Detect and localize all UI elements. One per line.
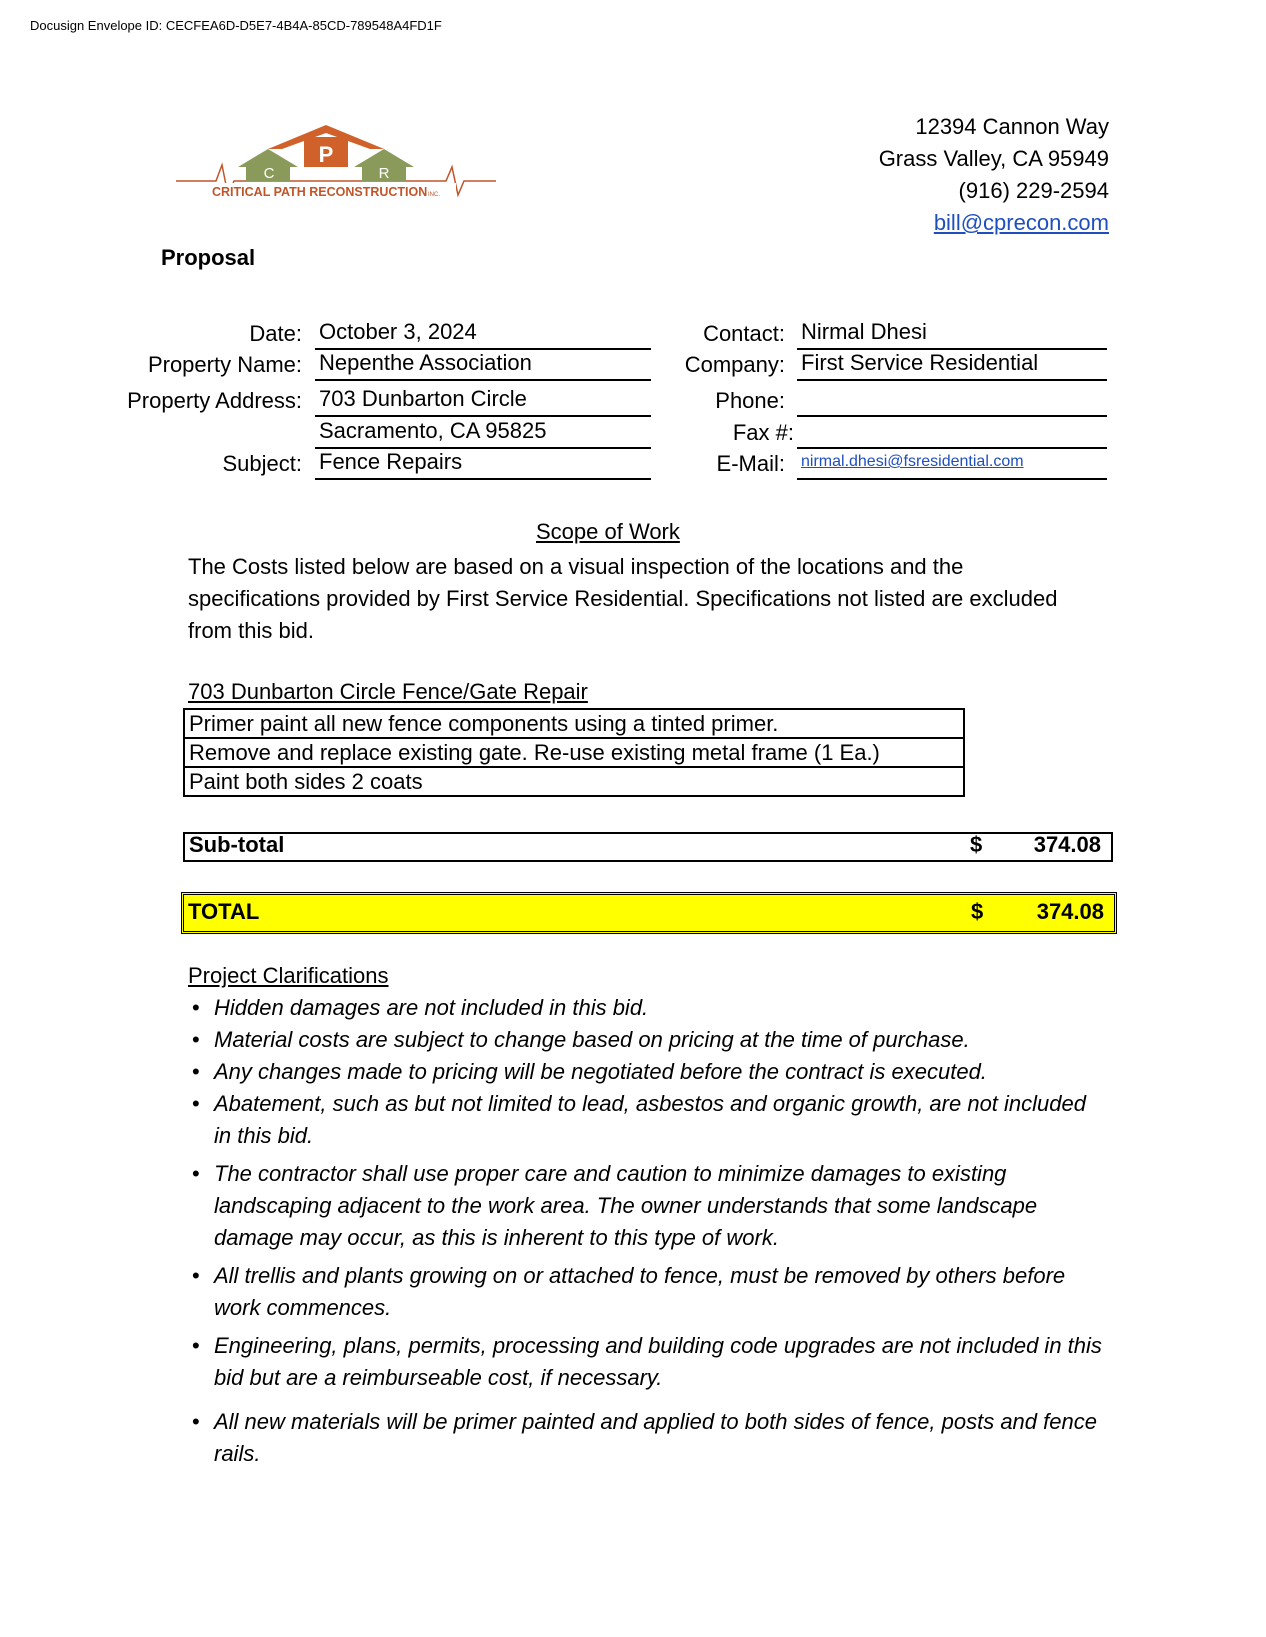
list-item (188, 992, 1108, 1024)
list-item (188, 1158, 1108, 1254)
list-item (188, 1056, 1108, 1088)
list-item (188, 1406, 1108, 1470)
company-address (879, 111, 1109, 239)
subtotal-label: Sub-total (189, 832, 285, 857)
logo-initial-p: P (318, 142, 334, 167)
phone-value (797, 385, 1107, 417)
logo-initial-c: C (263, 165, 275, 182)
property-name-label: Property Name: (147, 352, 302, 377)
date-value: October 3, 2024 (315, 318, 651, 350)
scope-title: Scope of Work (536, 519, 680, 544)
clarification-text: Engineering, plans, permits, processing and building code upgrades are not included in this bid but are a reimburseable cost, if necessary. (214, 1333, 1102, 1390)
subject-value: Fence Repairs (315, 448, 651, 480)
clarification-text: All new materials will be primer painted and applied to both sides of fence, posts and fence rails. (214, 1409, 1097, 1466)
subject-label: Subject: (222, 451, 302, 476)
clarification-text: Any changes made to pricing will be negotiated before the contract is executed. (214, 1059, 987, 1084)
list-item (188, 1024, 1108, 1056)
work-item: Remove and replace existing gate. Re-use existing metal frame (1 Ea.) (184, 738, 964, 767)
bullet-icon: • (192, 1333, 200, 1358)
list-item (188, 1088, 1108, 1152)
company-street: 12394 Cannon Way (915, 114, 1109, 139)
envelope-id: Docusign Envelope ID: CECFEA6D-D5E7-4B4A-85CD-789548A4FD1F (30, 18, 442, 33)
email-label: E-Mail: (716, 451, 785, 476)
bullet-icon: • (192, 1027, 200, 1052)
clarifications-list (188, 992, 1108, 1470)
table-row (184, 767, 964, 796)
company-logo (176, 125, 496, 209)
doc-title: Proposal (161, 245, 256, 270)
scope-text: The Costs listed below are based on a visual inspection of the locations and the specifications provided by First Service Residential. Specifications not listed are excluded from this bid. (188, 554, 1058, 643)
company-city: Grass Valley, CA 95949 (878, 146, 1109, 171)
date-label: Date: (249, 321, 302, 346)
total-label: TOTAL (188, 899, 260, 924)
bullet-icon: • (192, 1091, 200, 1116)
list-item (188, 1260, 1108, 1324)
clarifications-title: Project Clarifications (188, 963, 389, 988)
bullet-icon: • (192, 1263, 200, 1288)
logo-suffix: INC. (428, 192, 440, 198)
company-email-link[interactable]: bill@cprecon.com (933, 210, 1109, 235)
fax-label: Fax #: (732, 420, 794, 445)
company-value: First Service Residential (797, 349, 1107, 381)
contact-email-link[interactable]: nirmal.dhesi@fsresidential.com (797, 448, 1107, 480)
total-row (181, 892, 1117, 934)
clarification-text: Hidden damages are not included in this bid. (214, 995, 649, 1020)
clarification-text: Material costs are subject to change based on pricing at the time of purchase. (214, 1027, 970, 1052)
property-name-value: Nepenthe Association (315, 349, 651, 381)
table-row (184, 738, 964, 767)
bullet-icon: • (192, 1409, 200, 1434)
subtotal-currency: $ (970, 832, 983, 857)
clarification-text: All trellis and plants growing on or attached to fence, must be removed by others before work commences. (214, 1263, 1066, 1320)
logo-company-name: CRITICAL PATH RECONSTRUCTION (212, 185, 428, 199)
clarification-text: Abatement, such as but not limited to lead, asbestos and organic growth, are not included in this bid. (214, 1091, 1086, 1148)
work-item: Paint both sides 2 coats (184, 767, 964, 796)
work-section-title: 703 Dunbarton Circle Fence/Gate Repair (188, 679, 588, 704)
total-currency: $ (971, 899, 984, 924)
bullet-icon: • (192, 1059, 200, 1084)
property-address-label: Property Address: (127, 388, 302, 413)
bullet-icon: • (192, 1161, 200, 1186)
work-items-table (183, 708, 965, 797)
list-item (188, 1330, 1108, 1394)
subtotal-amount: 374.08 (1033, 832, 1101, 857)
subtotal-row (183, 832, 1113, 862)
company-phone: (916) 229-2594 (958, 178, 1109, 203)
table-row (184, 709, 964, 738)
fax-value (797, 417, 1107, 449)
contact-label: Contact: (703, 321, 785, 346)
property-city-value: Sacramento, CA 95825 (315, 417, 651, 449)
clarification-text: The contractor shall use proper care and caution to minimize damages to existing landscaping adjacent to the work area. The owner understands that some landscape damage may occur, as this is inherent to this type of work. (214, 1161, 1038, 1250)
logo-initial-r: R (378, 165, 390, 182)
phone-label: Phone: (715, 388, 785, 413)
contact-value: Nirmal Dhesi (797, 318, 1107, 350)
property-address-value: 703 Dunbarton Circle (315, 385, 651, 417)
work-item: Primer paint all new fence components using a tinted primer. (184, 709, 964, 738)
total-amount: 374.08 (1036, 899, 1104, 924)
company-label: Company: (684, 352, 785, 377)
bullet-icon: • (192, 995, 200, 1020)
